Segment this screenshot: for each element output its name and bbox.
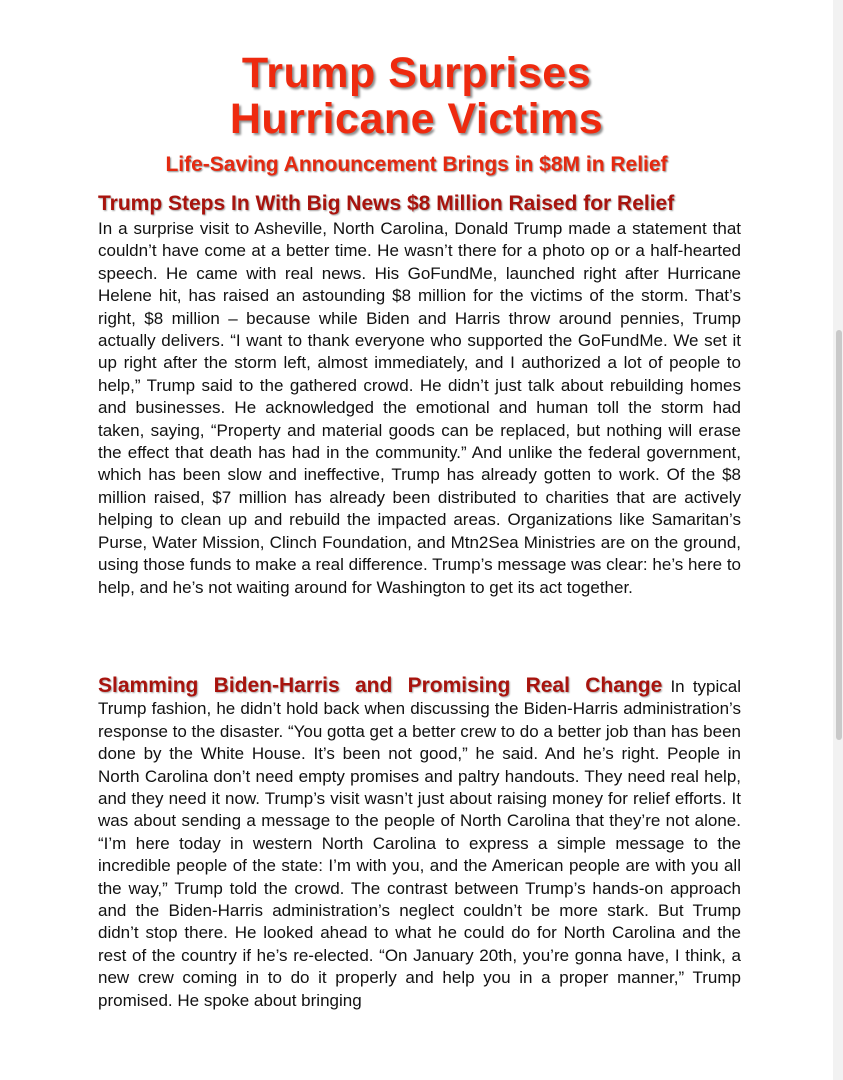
article-subtitle: Life-Saving Announcement Brings in $8M in Relief [165, 153, 668, 176]
section-2-body: In typical Trump fashion, he didn’t hold back when discussing the Biden-Harris administration’s response to the disaster. “You gotta get a better crew to do a better job than has been done by the White House. It’s been not good,” he said. And he’s right. People in North Carolina don’t need empty promises and paltry handouts. They need real help, and they need it now. Trump’s visit wasn’t just about raising money for relief efforts. It was about sending a message to the people of North Carolina that they’re not alone. “I’m here today in western North Carolina to express a simple message to the incredible people of the state: I’m with you, and the American people are with you all the way,” Trump told the crowd. The contrast between Trump’s hands-on approach and the Biden-Harris administration’s neglect couldn’t be more stark. But Trump didn’t stop there. He looked ahead to what he could do for North Carolina and the rest of the country if he’s re-elected. “On January 20th, you’re gonna have, I think, a new crew coming in to do it properly and help you in a proper manner,” Trump promised. He spoke about bringing [98, 677, 741, 1010]
title-line-2: Hurricane Victims [229, 95, 604, 143]
section-1-heading: Trump Steps In With Big News $8 Million Raised for Relief [98, 192, 675, 215]
section-2-heading: Slamming Biden-Harris and Promising Real Change [98, 674, 663, 697]
vertical-scrollbar[interactable] [833, 0, 843, 1080]
section-1 [98, 191, 741, 599]
scrollbar-thumb[interactable] [836, 330, 842, 740]
section-1-body: In a surprise visit to Asheville, North Carolina, Donald Trump made a statement that couldn’t have come at a better time. He wasn’t there for a photo op or a half-hearted speech. He came with real news. His GoFundMe, launched right after Hurricane Helene hit, has raised an astounding $8 million for the victims of the storm. That’s right, $8 million – because while Biden and Harris throw around pennies, Trump actually delivers. “I want to thank everyone who supported the GoFundMe. We set it up right after the storm left, almost immediately, and I authorized a lot of people to help,” Trump said to the gathered crowd. He didn’t just talk about rebuilding homes and businesses. He acknowledged the emotional and human toll the storm had taken, saying, “Property and material goods can be replaced, but nothing will erase the effect that death has had in the community.” And unlike the federal government, which has been slow and ineffective, Trump has already gotten to work. Of the $8 million raised, $7 million has already been distributed to charities that are actively helping to clean up and rebuild the impacted areas. Organizations like Samaritan’s Purse, Water Mission, Clinch Foundation, and Mtn2Sea Ministries are on the ground, using those funds to make a real difference. Trump’s message was clear: he’s here to help, and he’s not waiting around for Washington to get its act together. [98, 219, 741, 597]
article-title [0, 50, 833, 142]
title-line-1: Trump Surprises [241, 49, 592, 97]
section-2 [98, 675, 741, 1012]
